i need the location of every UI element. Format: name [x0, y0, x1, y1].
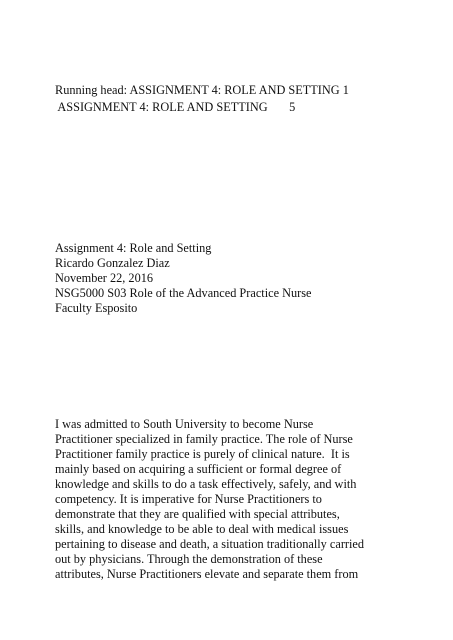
body-line: knowledge and skills to do a task effectively, safely, and with [55, 477, 357, 491]
body-line: Practitioner family practice is purely of clinical nature. It is [55, 447, 350, 461]
paper-title: Assignment 4: Role and Setting [55, 241, 212, 255]
author-name: Ricardo Gonzalez Diaz [55, 256, 170, 270]
body-line: Practitioner specialized in family practice. The role of Nurse [55, 432, 353, 446]
body-line: competency. It is imperative for Nurse Practitioners to [55, 492, 322, 506]
running-head: Running head: ASSIGNMENT 4: ROLE AND SETTING 1 [55, 83, 349, 97]
body-line: pertaining to disease and death, a situation traditionally carried [55, 537, 365, 551]
body-line: demonstrate that they are qualified with special attributes, [55, 507, 340, 521]
faculty-name: Faculty Esposito [55, 301, 138, 315]
body-line: out by physicians. Through the demonstration of these [55, 552, 323, 566]
body-line: attributes, Nurse Practitioners elevate and separate them from [55, 567, 359, 581]
paper-date: November 22, 2016 [55, 271, 154, 285]
body-line: I was admitted to South University to become Nurse [55, 417, 314, 431]
course-name: NSG5000 S03 Role of the Advanced Practice Nurse [55, 286, 312, 300]
short-title-header: ASSIGNMENT 4: ROLE AND SETTING 5 [55, 100, 296, 114]
body-line: skills, and knowledge to be able to deal with medical issues [55, 522, 349, 536]
body-line: mainly based on acquiring a sufficient or formal degree of [55, 462, 342, 476]
